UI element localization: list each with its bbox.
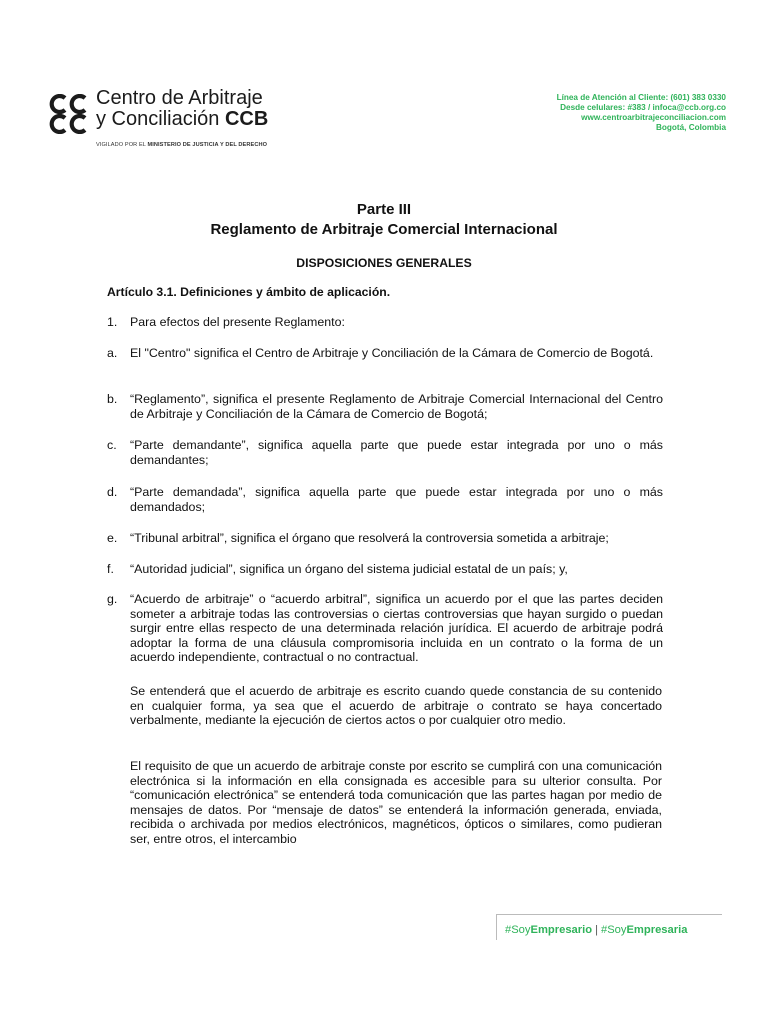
list-marker: b.: [107, 392, 118, 406]
list-item: [107, 392, 663, 421]
page-header: [0, 0, 768, 170]
vigilado-ministry: MINISTERIO DE JUSTICIA Y DEL DERECHO: [147, 142, 268, 148]
list-item: [107, 592, 663, 665]
footer-divider: [496, 914, 722, 915]
list-text: “Tribunal arbitral”, significa el órgano que resolverá la controversia sometida a arbitraje;: [130, 531, 609, 545]
list-text: Para efectos del presente Reglamento:: [130, 315, 345, 329]
logo-wordmark: [96, 88, 268, 130]
article-heading: Artículo 3.1. Definiciones y ámbito de aplicación.: [107, 285, 391, 299]
hashtag-prefix-1: #Soy: [505, 924, 531, 936]
list-text: El "Centro" significa el Centro de Arbitraje y Conciliación de la Cámara de Comercio de Bogotá.: [130, 346, 654, 360]
regulation-title: Reglamento de Arbitraje Comercial Internacional: [210, 221, 558, 238]
list-item: [107, 485, 663, 514]
hashtag-separator: |: [595, 924, 598, 936]
list-marker: g.: [107, 592, 118, 606]
list-item: [107, 531, 663, 546]
logo-line-2-text: y Conciliación: [96, 108, 220, 130]
contact-block: [557, 93, 726, 133]
hashtag-prefix-2: #Soy: [600, 924, 627, 936]
section-heading: DISPOSICIONES GENERALES: [296, 256, 472, 270]
list-marker: d.: [107, 485, 118, 499]
list-text: “Reglamento”, significa el presente Reglamento de Arbitraje Comercial Internacional del Centro de Arbitraje y Conciliación de la Cámara de Comercio de Bogotá;: [130, 392, 663, 421]
hashtag-word-2: Empresaria: [626, 924, 688, 936]
list-marker: c.: [107, 438, 117, 452]
contact-phone: Línea de Atención al Cliente: (601) 383 0330: [556, 93, 726, 102]
hashtag-word-1: Empresario: [530, 924, 593, 936]
contact-website[interactable]: www.centroarbitrajeconciliacion.com: [581, 113, 726, 122]
paragraph: Se entenderá que el acuerdo de arbitraje es escrito cuando quede constancia de su contenido en cualquier forma, ya sea que el acuerdo de arbitraje o contrato se haya concertado verbalmente, mediante la ejecución de ciertos actos o por cualquier otro medio.: [130, 684, 662, 727]
contact-mobile-email: Desde celulares: #383 / infoca@ccb.org.co: [560, 103, 726, 112]
ccb-logo-icon: [48, 94, 90, 134]
list-item: [107, 562, 663, 577]
paragraph: El requisito de que un acuerdo de arbitraje conste por escrito se cumplirá con una comunicación electrónica si la información en ella consignada es accesible para su ulterior consulta. Por “comunicación electrónica” se entenderá toda comunicación que las partes hagan por medio de mensajes de datos. Por “mensaje de datos” se entenderá la información generada, enviada, recibida o archivada por medios electrónicos, magnéticos, ópticos o similares, como pudieran ser, entre otros, el intercambio: [130, 759, 662, 846]
list-text: “Parte demandante”, significa aquella parte que puede estar integrada por uno o más demandantes;: [130, 438, 663, 467]
contact-city: Bogotá, Colombia: [655, 123, 726, 132]
list-text: “Autoridad judicial”, significa un órgano del sistema judicial estatal de un país; y,: [130, 562, 568, 576]
vigilado-note: [96, 142, 267, 148]
list-item: [107, 346, 663, 361]
logo-line-1: Centro de Arbitraje: [96, 87, 263, 109]
vigilado-prefix: VIGILADO POR EL: [96, 142, 146, 148]
logo-brand: CCB: [224, 108, 269, 130]
list-marker: a.: [107, 346, 118, 360]
list-text: “Parte demandada”, significa aquella parte que puede estar integrada por uno o más demandados;: [130, 485, 663, 514]
part-heading: Parte III: [356, 201, 412, 218]
footer-hashtags: [505, 924, 687, 936]
list-text: “Acuerdo de arbitraje” o “acuerdo arbitral”, significa un acuerdo por el que las partes deciden someter a arbitraje todas las controversias o ciertas controversias que hayan surgido o puedan surgir entre ellas respecto de una determinada relación jurídica. El acuerdo de arbitraje podrá adoptar la forma de una cláusula compromisoria incluida en un contrato o la forma de un acuerdo independiente, contractual o no contractual.: [130, 592, 663, 664]
list-marker: e.: [107, 531, 118, 545]
list-item: [107, 315, 663, 330]
list-marker: f.: [107, 562, 114, 576]
list-marker: 1.: [107, 315, 118, 329]
list-item: [107, 438, 663, 467]
logo-line-2: [96, 109, 268, 130]
footer-divider-corner: [496, 914, 497, 940]
